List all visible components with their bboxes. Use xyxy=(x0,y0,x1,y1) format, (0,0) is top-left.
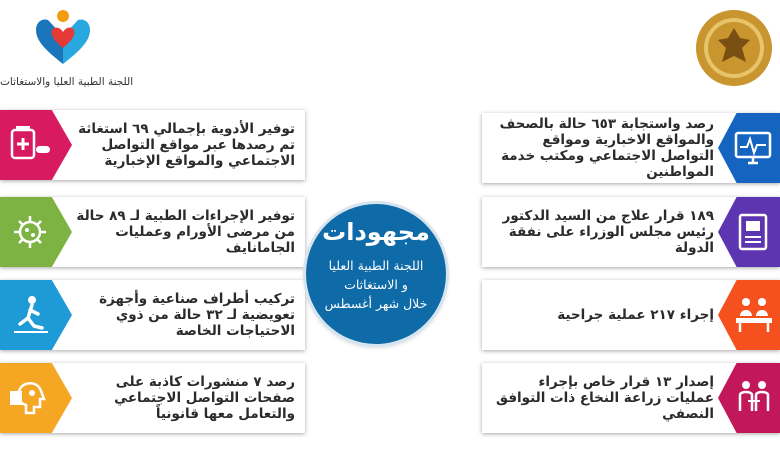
org-name: اللجنة الطبية العليا والاستغاثات xyxy=(0,76,134,88)
head-chat-icon xyxy=(8,377,52,419)
egypt-seal-logo xyxy=(694,8,774,88)
stat-card-transplants xyxy=(482,363,780,433)
medicine-arrow xyxy=(0,110,72,180)
center-subtitle-line1: اللجنة الطبية العليا xyxy=(328,258,424,273)
center-subtitle-line2: و الاستغاثات xyxy=(344,277,408,292)
fake-posts-arrow xyxy=(0,363,72,433)
medicine-icon xyxy=(8,124,52,166)
card-text: توفير الأدوية بإجمالي ٦٩ استغاثة تم رصدها عبر مواقع التواصل الاجتماعي والمواقع الإخبارية xyxy=(78,121,295,169)
center-title: مجهودات xyxy=(322,218,430,246)
stat-card-monitoring xyxy=(482,113,780,183)
stat-card-treatment-decisions xyxy=(482,197,780,267)
stat-card-surgeries xyxy=(482,280,780,350)
stat-card-prosthetics xyxy=(0,280,305,350)
oncology-arrow xyxy=(0,197,72,267)
document-icon xyxy=(734,211,774,253)
treatment-arrow xyxy=(718,197,780,267)
prosthetic-icon xyxy=(8,294,52,336)
surgeries-arrow xyxy=(718,280,780,350)
prosthetics-arrow xyxy=(0,280,72,350)
committee-logo xyxy=(0,6,160,88)
card-text: ١٨٩ قرار علاج من السيد الدكتور رئيس مجلس الوزراء على نفقة الدولة xyxy=(502,208,714,256)
transplants-arrow xyxy=(718,363,780,433)
card-text: إصدار ١٣ قرار خاص بإجراء عمليات زراعة النخاع ذات التوافق النصفي xyxy=(496,374,714,422)
center-title-circle xyxy=(306,204,446,344)
hands-heart-icon xyxy=(30,8,96,70)
transplant-icon xyxy=(734,377,774,419)
surgery-icon xyxy=(734,294,774,336)
card-text: تركيب أطراف صناعية وأجهزة تعويضية لـ ٣٢ حالة من ذوي الاحتياجات الخاصة xyxy=(99,291,295,339)
monitor-icon xyxy=(734,127,774,169)
center-subtitle-line3: خلال شهر أغسطس xyxy=(324,296,428,311)
card-text: إجراء ٢١٧ عملية جراحية xyxy=(557,307,714,323)
monitoring-arrow xyxy=(718,113,780,183)
center-subtitle xyxy=(314,256,438,313)
stat-card-medicine xyxy=(0,110,305,180)
card-text: رصد ٧ منشورات كاذبة على صفحات التواصل الاجتماعي والتعامل معها قانونياً xyxy=(114,374,295,422)
stat-card-oncology xyxy=(0,197,305,267)
virus-icon xyxy=(8,211,52,253)
stat-card-fake-posts xyxy=(0,363,305,433)
card-text: رصد واستجابة ٦٥٣ حالة بالصحف والمواقع الاخبارية ومواقع التواصل الاجتماعي ومكتب خدمة المواطنين xyxy=(499,116,714,180)
card-text: توفير الإجراءات الطبية لـ ٨٩ حالة من مرضى الأورام وعمليات الجامانايف xyxy=(76,208,295,256)
